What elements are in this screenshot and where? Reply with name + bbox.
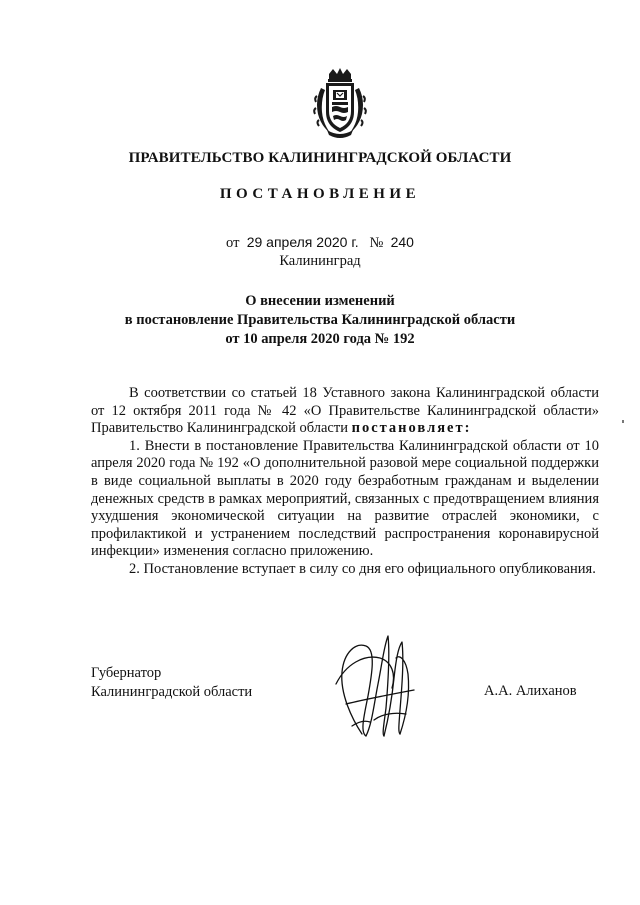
body-paragraph-item-2: 2. Постановление вступает в силу со дня его официального опубликования. (129, 560, 596, 577)
body-paragraph-item-1: 1. Внести в постановление Правительства Калининградской области от 10 апреля 2020 года № 192 «О дополнительной разовой мере социальной поддержки в виде социальной выплаты в 2020 году безработным гражданам и выделении денежных средств в рамках мероприятий, связанных с предотвращением влияния ухудшения экономической ситуации на развитие отраслей экономики, с профилактикой и устранением последствий распространения коронавирусной инфекции» изменения согласно приложению. (91, 437, 599, 560)
document-subject (0, 292, 640, 349)
resolves-word: постановляет: (351, 420, 472, 437)
document-type: ПОСТАНОВЛЕНИЕ (219, 186, 421, 202)
scan-speck (622, 420, 624, 423)
position-title: Губернатор (91, 665, 162, 681)
document-city: Калининград (279, 253, 361, 269)
subject-line: О внесении изменений (245, 293, 395, 309)
document-body (91, 385, 599, 579)
signatory-position (91, 664, 252, 702)
handwritten-signature-icon (322, 624, 432, 742)
document-number: 240 (390, 234, 414, 250)
coat-of-arms-icon (313, 68, 367, 140)
government-name: ПРАВИТЕЛЬСТВО КАЛИНИНГРАДСКОЙ ОБЛАСТИ (128, 150, 512, 166)
subject-line: от 10 апреля 2020 года № 192 (225, 331, 415, 347)
position-region: Калининградской области (91, 684, 253, 700)
number-sign: № (369, 235, 384, 251)
subject-line: в постановление Правительства Калининградской области (124, 312, 516, 328)
document-date-line (0, 234, 640, 252)
body-paragraph-preamble (91, 385, 599, 438)
signatory-name: А.А. Алиханов (484, 683, 577, 699)
preamble-text: В соответствии со статьей 18 Уставного закона Калининградской области от 12 октября 2011 года № 42 «О Правительстве Калининградской области» Правительство Калининградской области (91, 385, 599, 437)
date-prefix: от (226, 235, 240, 251)
document-date: 29 апреля 2020 г. (246, 234, 359, 250)
